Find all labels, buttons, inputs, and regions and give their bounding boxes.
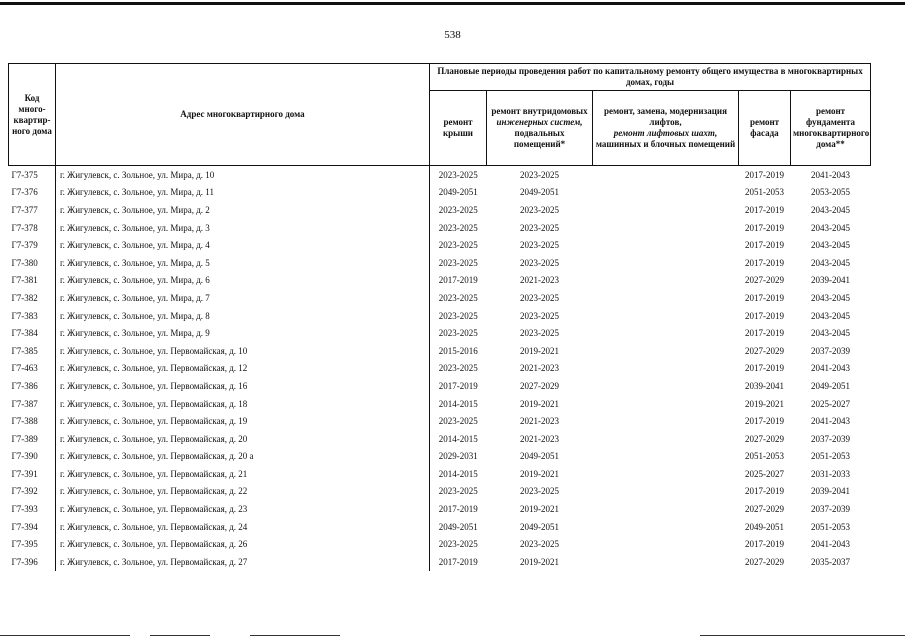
cell-engineering: 2023-2025 bbox=[520, 204, 559, 215]
cell-elevator bbox=[593, 535, 739, 553]
cell-code: Г7-378 bbox=[11, 222, 38, 233]
cell-engineering: 2021-2023 bbox=[520, 275, 559, 286]
header-foundation: ремонт фундамента многоквартирного дома** bbox=[791, 91, 871, 166]
cell-code: Г7-388 bbox=[11, 416, 38, 427]
cell-engineering: 2023-2025 bbox=[520, 328, 559, 339]
table-body bbox=[9, 166, 871, 571]
cell-code: Г7-392 bbox=[11, 486, 38, 497]
header-facade: ремонт фасада bbox=[739, 91, 791, 166]
cell-code: Г7-384 bbox=[11, 328, 38, 339]
cell-engineering: 2027-2029 bbox=[520, 380, 559, 391]
cell-roof: 2023-2025 bbox=[438, 257, 478, 268]
cell-foundation: 2039-2041 bbox=[811, 486, 851, 497]
table-row bbox=[9, 184, 871, 202]
cell-code: Г7-383 bbox=[11, 310, 38, 321]
cell-elevator bbox=[593, 412, 739, 430]
cell-roof: 2023-2025 bbox=[438, 292, 478, 303]
cell-engineering: 2023-2025 bbox=[520, 222, 559, 233]
header-engineering-prefix: ремонт внутридомовых bbox=[491, 106, 588, 116]
cell-engineering: 2021-2023 bbox=[520, 363, 559, 374]
cell-address: г. Жигулевск, с. Зольное, ул. Первомайская, д. 20 bbox=[56, 430, 430, 448]
cell-elevator bbox=[593, 307, 739, 325]
cell-engineering: 2021-2023 bbox=[520, 416, 559, 427]
cell-foundation: 2053-2055 bbox=[811, 187, 851, 198]
cell-foundation: 2051-2053 bbox=[811, 521, 851, 532]
cell-code: Г7-386 bbox=[11, 380, 38, 391]
cell-facade: 2027-2029 bbox=[745, 556, 784, 567]
cell-elevator bbox=[593, 272, 739, 290]
header-code: Код много-квартир-ного дома bbox=[9, 64, 56, 166]
cell-foundation: 2051-2053 bbox=[811, 451, 851, 462]
cell-roof: 2049-2051 bbox=[438, 521, 478, 532]
cell-engineering: 2019-2021 bbox=[520, 398, 559, 409]
cell-facade: 2039-2041 bbox=[745, 380, 784, 391]
cell-facade: 2027-2029 bbox=[745, 504, 784, 515]
cell-address: г. Жигулевск, с. Зольное, ул. Первомайская, д. 20 а bbox=[56, 448, 430, 466]
table-row bbox=[9, 254, 871, 272]
table-row bbox=[9, 360, 871, 378]
cell-engineering: 2049-2051 bbox=[520, 451, 559, 462]
cell-foundation: 2043-2045 bbox=[811, 204, 851, 215]
cell-engineering: 2023-2025 bbox=[520, 169, 559, 180]
cell-engineering: 2021-2023 bbox=[520, 433, 559, 444]
cell-code: Г7-380 bbox=[11, 257, 38, 268]
cell-address: г. Жигулевск, с. Зольное, ул. Мира, д. 8 bbox=[56, 307, 430, 325]
cell-code: Г7-377 bbox=[11, 204, 38, 215]
cell-code: Г7-389 bbox=[11, 433, 38, 444]
cell-address: г. Жигулевск, с. Зольное, ул. Первомайская, д. 24 bbox=[56, 518, 430, 536]
cell-code: Г7-385 bbox=[11, 345, 38, 356]
cell-facade: 2017-2019 bbox=[745, 416, 784, 427]
table-row bbox=[9, 201, 871, 219]
table-row bbox=[9, 430, 871, 448]
cell-code: Г7-393 bbox=[11, 504, 38, 515]
cell-elevator bbox=[593, 448, 739, 466]
cell-address: г. Жигулевск, с. Зольное, ул. Первомайская, д. 21 bbox=[56, 465, 430, 483]
cell-roof: 2023-2025 bbox=[438, 204, 478, 215]
cell-roof: 2015-2016 bbox=[438, 345, 478, 356]
cell-address: г. Жигулевск, с. Зольное, ул. Первомайская, д. 27 bbox=[56, 553, 430, 571]
table-row bbox=[9, 272, 871, 290]
cell-foundation: 2043-2045 bbox=[811, 240, 851, 251]
table-row bbox=[9, 219, 871, 237]
cell-facade: 2017-2019 bbox=[745, 310, 784, 321]
header-engineering bbox=[487, 91, 593, 166]
cell-facade: 2017-2019 bbox=[745, 539, 784, 550]
header-engineering-suffix: подвальных помещений* bbox=[513, 128, 566, 149]
cell-elevator bbox=[593, 324, 739, 342]
cell-facade: 2017-2019 bbox=[745, 486, 784, 497]
cell-elevator bbox=[593, 166, 739, 184]
cell-elevator bbox=[593, 289, 739, 307]
cell-roof: 2014-2015 bbox=[438, 468, 478, 479]
cell-facade: 2017-2019 bbox=[745, 328, 784, 339]
cell-roof: 2023-2025 bbox=[438, 416, 478, 427]
table-row bbox=[9, 483, 871, 501]
cell-address: г. Жигулевск, с. Зольное, ул. Первомайская, д. 12 bbox=[56, 360, 430, 378]
header-engineering-em: инженерных систем, bbox=[496, 117, 583, 127]
cell-elevator bbox=[593, 518, 739, 536]
cell-elevator bbox=[593, 201, 739, 219]
cell-address: г. Жигулевск, с. Зольное, ул. Первомайская, д. 23 bbox=[56, 500, 430, 518]
cell-facade: 2027-2029 bbox=[745, 433, 784, 444]
table-row bbox=[9, 448, 871, 466]
cell-facade: 2017-2019 bbox=[745, 363, 784, 374]
cell-foundation: 2039-2041 bbox=[811, 275, 851, 286]
cell-code: Г7-463 bbox=[11, 363, 38, 374]
cell-engineering: 2019-2021 bbox=[520, 468, 559, 479]
table-row bbox=[9, 289, 871, 307]
cell-code: Г7-382 bbox=[11, 292, 38, 303]
table-row bbox=[9, 518, 871, 536]
cell-elevator bbox=[593, 254, 739, 272]
cell-roof: 2023-2025 bbox=[438, 169, 478, 180]
cell-facade: 2019-2021 bbox=[745, 398, 784, 409]
top-rule bbox=[0, 2, 905, 5]
cell-code: Г7-391 bbox=[11, 468, 38, 479]
page-number: 538 bbox=[444, 29, 461, 41]
cell-roof: 2017-2019 bbox=[438, 275, 478, 286]
cell-elevator bbox=[593, 553, 739, 571]
header-planned-periods: Плановые периоды проведения работ по капитальному ремонту общего имущества в многоквартирных домах, годы bbox=[430, 64, 871, 91]
cell-elevator bbox=[593, 219, 739, 237]
cell-address: г. Жигулевск, с. Зольное, ул. Первомайская, д. 26 bbox=[56, 535, 430, 553]
cell-roof: 2023-2025 bbox=[438, 328, 478, 339]
cell-code: Г7-390 bbox=[11, 451, 38, 462]
cell-roof: 2029-2031 bbox=[438, 451, 478, 462]
cell-code: Г7-376 bbox=[11, 187, 38, 198]
cell-address: г. Жигулевск, с. Зольное, ул. Первомайская, д. 16 bbox=[56, 377, 430, 395]
header-elevator-prefix: ремонт, замена, модернизация лифтов, bbox=[604, 106, 727, 127]
cell-address: г. Жигулевск, с. Зольное, ул. Первомайская, д. 19 bbox=[56, 412, 430, 430]
table-row bbox=[9, 166, 871, 184]
cell-foundation: 2041-2043 bbox=[811, 416, 851, 427]
cell-foundation: 2043-2045 bbox=[811, 310, 851, 321]
cell-code: Г7-379 bbox=[11, 240, 38, 251]
cell-foundation: 2041-2043 bbox=[811, 363, 851, 374]
table-row bbox=[9, 500, 871, 518]
cell-engineering: 2023-2025 bbox=[520, 292, 559, 303]
table-row bbox=[9, 307, 871, 325]
cell-engineering: 2019-2021 bbox=[520, 556, 559, 567]
cell-code: Г7-387 bbox=[11, 398, 38, 409]
cell-foundation: 2043-2045 bbox=[811, 292, 851, 303]
cell-roof: 2023-2025 bbox=[438, 310, 478, 321]
cell-facade: 2017-2019 bbox=[745, 169, 784, 180]
cell-foundation: 2035-2037 bbox=[811, 556, 851, 567]
cell-foundation: 2037-2039 bbox=[811, 345, 851, 356]
cell-roof: 2017-2019 bbox=[438, 504, 478, 515]
table-row bbox=[9, 535, 871, 553]
cell-roof: 2023-2025 bbox=[438, 222, 478, 233]
cell-address: г. Жигулевск, с. Зольное, ул. Мира, д. 5 bbox=[56, 254, 430, 272]
table-row bbox=[9, 553, 871, 571]
cell-facade: 2017-2019 bbox=[745, 257, 784, 268]
cell-elevator bbox=[593, 395, 739, 413]
cell-elevator bbox=[593, 500, 739, 518]
cell-roof: 2023-2025 bbox=[438, 539, 478, 550]
capital-repair-schedule-table bbox=[8, 63, 871, 571]
cell-engineering: 2049-2051 bbox=[520, 187, 559, 198]
cell-facade: 2049-2051 bbox=[745, 521, 784, 532]
cell-address: г. Жигулевск, с. Зольное, ул. Мира, д. 10 bbox=[56, 166, 430, 184]
cell-foundation: 2041-2043 bbox=[811, 169, 851, 180]
table-row bbox=[9, 412, 871, 430]
cell-roof: 2023-2025 bbox=[438, 486, 478, 497]
table-row bbox=[9, 377, 871, 395]
cell-address: г. Жигулевск, с. Зольное, ул. Мира, д. 9 bbox=[56, 324, 430, 342]
cell-code: Г7-381 bbox=[11, 275, 38, 286]
cell-code: Г7-396 bbox=[11, 556, 38, 567]
cell-facade: 2025-2027 bbox=[745, 468, 784, 479]
cell-facade: 2017-2019 bbox=[745, 204, 784, 215]
cell-address: г. Жигулевск, с. Зольное, ул. Мира, д. 11 bbox=[56, 184, 430, 202]
cell-elevator bbox=[593, 465, 739, 483]
cell-foundation: 2041-2043 bbox=[811, 539, 851, 550]
cell-engineering: 2023-2025 bbox=[520, 240, 559, 251]
table-row bbox=[9, 236, 871, 254]
cell-foundation: 2037-2039 bbox=[811, 433, 851, 444]
cell-address: г. Жигулевск, с. Зольное, ул. Мира, д. 3 bbox=[56, 219, 430, 237]
cell-roof: 2014-2015 bbox=[438, 398, 478, 409]
cell-roof: 2023-2025 bbox=[438, 240, 478, 251]
cell-address: г. Жигулевск, с. Зольное, ул. Первомайская, д. 10 bbox=[56, 342, 430, 360]
header-elevator bbox=[593, 91, 739, 166]
cell-address: г. Жигулевск, с. Зольное, ул. Мира, д. 7 bbox=[56, 289, 430, 307]
header-elevator-suffix: машинных и блочных помещений bbox=[595, 139, 736, 149]
cell-code: Г7-375 bbox=[11, 169, 38, 180]
cell-roof: 2017-2019 bbox=[438, 556, 478, 567]
header-roof: ремонт крыши bbox=[430, 91, 487, 166]
cell-roof: 2023-2025 bbox=[438, 363, 478, 374]
cell-elevator bbox=[593, 483, 739, 501]
cell-engineering: 2019-2021 bbox=[520, 345, 559, 356]
table-header bbox=[9, 64, 871, 166]
cell-facade: 2027-2029 bbox=[745, 345, 784, 356]
cell-facade: 2027-2029 bbox=[745, 275, 784, 286]
cell-elevator bbox=[593, 184, 739, 202]
cell-foundation: 2031-2033 bbox=[811, 468, 851, 479]
cell-facade: 2051-2053 bbox=[745, 187, 784, 198]
table-row bbox=[9, 342, 871, 360]
cell-roof: 2014-2015 bbox=[438, 433, 478, 444]
table-row bbox=[9, 324, 871, 342]
cell-address: г. Жигулевск, с. Зольное, ул. Мира, д. 6 bbox=[56, 272, 430, 290]
header-elevator-em: ремонт лифтовых шахт, bbox=[613, 128, 718, 138]
cell-elevator bbox=[593, 360, 739, 378]
cell-foundation: 2025-2027 bbox=[811, 398, 851, 409]
bottom-scan-marks bbox=[0, 634, 905, 636]
cell-address: г. Жигулевск, с. Зольное, ул. Мира, д. 4 bbox=[56, 236, 430, 254]
cell-address: г. Жигулевск, с. Зольное, ул. Первомайская, д. 18 bbox=[56, 395, 430, 413]
cell-engineering: 2023-2025 bbox=[520, 257, 559, 268]
cell-code: Г7-395 bbox=[11, 539, 38, 550]
cell-code: Г7-394 bbox=[11, 521, 38, 532]
cell-facade: 2017-2019 bbox=[745, 292, 784, 303]
cell-engineering: 2019-2021 bbox=[520, 504, 559, 515]
header-address: Адрес многоквартирного дома bbox=[56, 64, 430, 166]
cell-foundation: 2043-2045 bbox=[811, 257, 851, 268]
cell-foundation: 2037-2039 bbox=[811, 504, 851, 515]
table-row bbox=[9, 395, 871, 413]
cell-address: г. Жигулевск, с. Зольное, ул. Мира, д. 2 bbox=[56, 201, 430, 219]
cell-engineering: 2023-2025 bbox=[520, 539, 559, 550]
cell-facade: 2017-2019 bbox=[745, 222, 784, 233]
cell-address: г. Жигулевск, с. Зольное, ул. Первомайская, д. 22 bbox=[56, 483, 430, 501]
cell-engineering: 2023-2025 bbox=[520, 310, 559, 321]
cell-elevator bbox=[593, 236, 739, 254]
cell-facade: 2017-2019 bbox=[745, 240, 784, 251]
cell-foundation: 2043-2045 bbox=[811, 222, 851, 233]
table-row bbox=[9, 465, 871, 483]
cell-engineering: 2023-2025 bbox=[520, 486, 559, 497]
cell-elevator bbox=[593, 377, 739, 395]
cell-foundation: 2043-2045 bbox=[811, 328, 851, 339]
cell-elevator bbox=[593, 342, 739, 360]
cell-elevator bbox=[593, 430, 739, 448]
cell-facade: 2051-2053 bbox=[745, 451, 784, 462]
cell-engineering: 2049-2051 bbox=[520, 521, 559, 532]
cell-roof: 2017-2019 bbox=[438, 380, 478, 391]
cell-roof: 2049-2051 bbox=[438, 187, 478, 198]
cell-foundation: 2049-2051 bbox=[811, 380, 851, 391]
